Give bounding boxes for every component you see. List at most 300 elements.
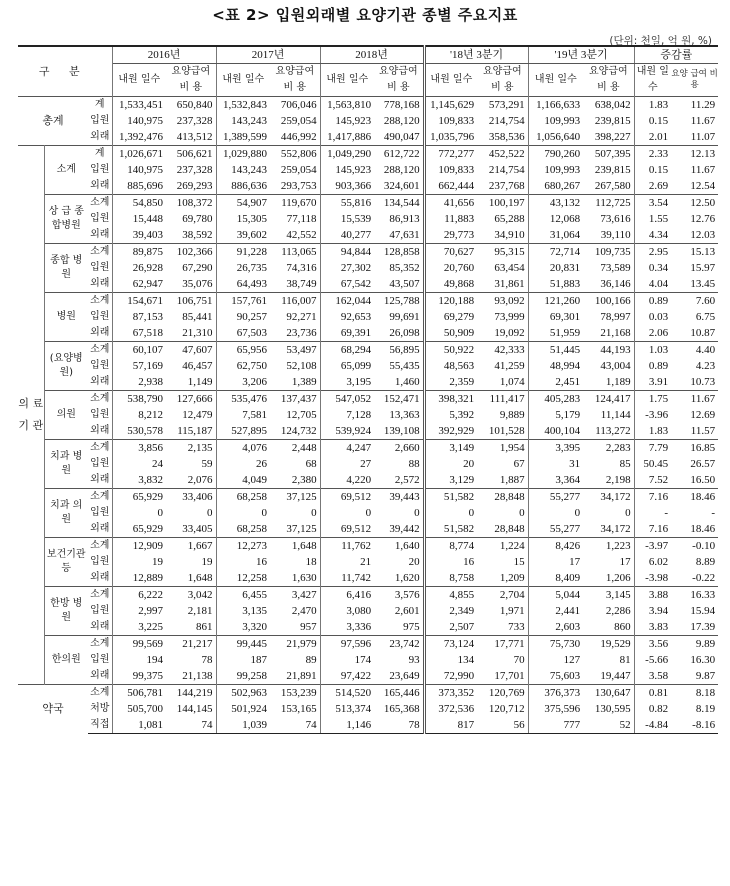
- table-cell: 392,929: [438, 425, 475, 437]
- table-cell: 42,552: [270, 227, 320, 244]
- table-cell: 140,975: [127, 164, 164, 176]
- row-subtype: 소계: [88, 685, 112, 702]
- table-cell: 3.88: [634, 587, 671, 604]
- table-cell: 17: [583, 554, 634, 570]
- table-row: [18, 260, 718, 276]
- table-row: [18, 423, 718, 440]
- table-cell: -: [664, 507, 669, 519]
- table-cell: 1,146: [320, 717, 374, 734]
- table-cell: 28,848: [477, 489, 528, 506]
- table-cell: 3.54: [634, 195, 671, 212]
- row-subtype: 외래: [88, 374, 112, 391]
- row-subtype: 계: [88, 146, 112, 163]
- table-cell: 21,138: [166, 668, 216, 685]
- table-row: [18, 570, 718, 587]
- table-cell: 15,539: [340, 213, 372, 225]
- table-cell: 89,875: [112, 244, 166, 261]
- table-cell: 111,417: [477, 391, 528, 408]
- row-subtype: 입원: [88, 211, 112, 227]
- table-cell: 662,444: [438, 180, 475, 192]
- table-cell: 37,125: [270, 521, 320, 538]
- table-cell: 137,437: [270, 391, 320, 408]
- table-cell: 6.75: [695, 311, 716, 323]
- table-cell: 68: [270, 456, 320, 472]
- table-cell: 39,602: [236, 229, 268, 241]
- table-cell: 6,455: [216, 587, 270, 604]
- table-cell: 55,816: [320, 195, 374, 212]
- table-cell: 113,065: [270, 244, 320, 261]
- table-cell: 506,781: [112, 685, 166, 702]
- table-cell: 65,929: [132, 523, 164, 535]
- table-cell: 2,076: [166, 472, 216, 489]
- table-cell: 50,922: [424, 342, 477, 359]
- table-cell: 165,368: [374, 701, 424, 717]
- header-period: 증감률: [634, 46, 718, 64]
- table-cell: 43,004: [583, 358, 634, 374]
- table-cell: 145,923: [335, 115, 372, 127]
- table-cell: 10.73: [690, 376, 716, 388]
- table-cell: 2,660: [374, 440, 424, 457]
- table-cell: 2,359: [449, 376, 475, 388]
- row-subtype: 소계: [88, 440, 112, 457]
- table-cell: 34,172: [583, 489, 634, 506]
- header-days: 내원 일수: [118, 74, 161, 85]
- table-cell: 31,861: [477, 276, 528, 293]
- row-subtype: 외래: [88, 423, 112, 440]
- table-row: [18, 554, 718, 570]
- row-subtype: 입원: [88, 162, 112, 178]
- table-row: [18, 358, 718, 374]
- table-cell: 130,647: [583, 685, 634, 702]
- table-cell: 42,333: [477, 342, 528, 359]
- row-subtype: 소계: [88, 391, 112, 408]
- table-cell: 8,409: [555, 572, 581, 584]
- table-cell: 1,667: [166, 538, 216, 555]
- table-cell: 65,956: [216, 342, 270, 359]
- table-cell: 24: [152, 458, 164, 470]
- row-subtype: 외래: [88, 276, 112, 293]
- table-cell: 75,603: [549, 670, 581, 682]
- table-cell: 13.45: [690, 278, 716, 290]
- table-cell: 165,446: [374, 685, 424, 702]
- table-cell: 267,580: [583, 178, 634, 195]
- table-cell: -5.66: [645, 654, 669, 666]
- table-cell: 92,653: [340, 311, 372, 323]
- table-cell: 12.03: [690, 229, 716, 241]
- table-cell: 70,627: [424, 244, 477, 261]
- table-cell: 100,166: [583, 293, 634, 310]
- table-cell: 74: [166, 717, 216, 734]
- table-cell: 8.18: [671, 685, 718, 702]
- table-cell: 6.02: [648, 556, 669, 568]
- table-cell: 237,328: [166, 113, 216, 129]
- table-cell: 85: [583, 456, 634, 472]
- table-cell: 259,054: [270, 113, 320, 129]
- group-label: 소계: [44, 146, 88, 195]
- row-subtype: 입원: [88, 309, 112, 325]
- table-cell: 0: [365, 507, 372, 519]
- table-cell: 18.46: [671, 489, 718, 506]
- table-cell: 17,701: [477, 668, 528, 685]
- row-subtype: 소계: [88, 244, 112, 261]
- header-period: 2017년: [216, 46, 320, 64]
- table-cell: 93,092: [477, 293, 528, 310]
- table-cell: 2.33: [634, 146, 671, 163]
- table-row: [18, 668, 718, 685]
- table-cell: 121,260: [528, 293, 583, 310]
- table-cell: 120,188: [424, 293, 477, 310]
- table-cell: 74: [270, 717, 320, 734]
- table-row: [18, 276, 718, 293]
- table-cell: 5,179: [555, 409, 581, 421]
- table-cell: 62,947: [132, 278, 164, 290]
- table-row: [18, 603, 718, 619]
- table-cell: 75,730: [528, 636, 583, 653]
- table-cell: 65,099: [340, 360, 372, 372]
- table-cell: 73,589: [583, 260, 634, 276]
- table-cell: 16.33: [671, 587, 718, 604]
- table-cell: 29,773: [443, 229, 475, 241]
- table-cell: 12,705: [270, 407, 320, 423]
- table-cell: 127: [563, 654, 581, 666]
- table-cell: 2,704: [477, 587, 528, 604]
- table-cell: 95,315: [477, 244, 528, 261]
- table-cell: 0.15: [648, 164, 669, 176]
- table-cell: 706,046: [270, 97, 320, 114]
- table-cell: 152,471: [374, 391, 424, 408]
- table-cell: 16.30: [690, 654, 716, 666]
- table-cell: 1,081: [112, 717, 166, 734]
- table-cell: 77,118: [270, 211, 320, 227]
- row-subtype: 외래: [88, 472, 112, 489]
- table-cell: -3.98: [645, 572, 669, 584]
- table-cell: 73,616: [583, 211, 634, 227]
- table-cell: 12.69: [690, 409, 716, 421]
- table-cell: 259,054: [270, 162, 320, 178]
- table-cell: 650,840: [166, 97, 216, 114]
- group-label: 종합 병원: [44, 244, 88, 293]
- table-cell: 72,714: [528, 244, 583, 261]
- table-cell: 102,366: [166, 244, 216, 261]
- table-cell: 92,271: [270, 309, 320, 325]
- table-row: [18, 97, 718, 114]
- table-cell: 239,815: [583, 162, 634, 178]
- table-cell: 538,790: [112, 391, 166, 408]
- table-cell: 0.81: [634, 685, 671, 702]
- table-cell: 20,760: [443, 262, 475, 274]
- table-cell: 11.07: [690, 131, 716, 143]
- table-cell: 3.91: [648, 376, 669, 388]
- table-cell: 552,806: [270, 146, 320, 163]
- table-cell: 134: [457, 654, 475, 666]
- table-cell: 1,149: [166, 374, 216, 391]
- table-cell: 144,145: [166, 701, 216, 717]
- table-cell: 3,832: [138, 474, 164, 486]
- table-cell: 26,928: [132, 262, 164, 274]
- table-cell: 733: [477, 619, 528, 636]
- table-cell: 63,454: [477, 260, 528, 276]
- table-cell: -: [711, 507, 716, 519]
- table-cell: 43,132: [528, 195, 583, 212]
- table-cell: 15: [477, 554, 528, 570]
- table-cell: 1,648: [166, 570, 216, 587]
- table-row: [18, 325, 718, 342]
- table-cell: 51,582: [424, 489, 477, 506]
- table-cell: 3.94: [648, 605, 669, 617]
- table-cell: 12,479: [166, 407, 216, 423]
- table-cell: 12,068: [549, 213, 581, 225]
- row-subtype: 처방: [88, 701, 112, 717]
- table-cell: 7,128: [346, 409, 372, 421]
- table-cell: 6,222: [112, 587, 166, 604]
- header-days: 내원 일수: [326, 74, 369, 85]
- table-cell: 23,742: [374, 636, 424, 653]
- table-cell: 26,098: [374, 325, 424, 342]
- table-cell: 10.87: [690, 327, 716, 339]
- table-cell: 3.83: [648, 621, 669, 633]
- table-cell: 116,007: [270, 293, 320, 310]
- table-cell: 501,924: [231, 703, 268, 715]
- table-cell: 145,923: [335, 164, 372, 176]
- table-cell: 1.83: [648, 425, 669, 437]
- table-cell: 34,172: [583, 521, 634, 538]
- table-cell: 64,493: [236, 278, 268, 290]
- table-cell: 99,569: [112, 636, 166, 653]
- table-cell: 0.89: [634, 293, 671, 310]
- table-cell: 288,120: [374, 162, 424, 178]
- table-cell: 51,445: [528, 342, 583, 359]
- table-cell: 67,542: [340, 278, 372, 290]
- table-cell: 70: [477, 652, 528, 668]
- table-cell: 28,848: [477, 521, 528, 538]
- table-cell: 790,260: [528, 146, 583, 163]
- row-subtype: 입원: [88, 554, 112, 570]
- table-cell: 51,582: [443, 523, 475, 535]
- table-cell: 27: [360, 458, 372, 470]
- table-cell: 93: [374, 652, 424, 668]
- table-cell: 20,831: [549, 262, 581, 274]
- row-subtype: 입원: [88, 113, 112, 129]
- table-cell: 7,581: [242, 409, 268, 421]
- table-cell: 59: [166, 456, 216, 472]
- table-cell: 69,512: [320, 489, 374, 506]
- table-row: [18, 521, 718, 538]
- table-cell: 39,403: [132, 229, 164, 241]
- table-cell: 1,389,599: [223, 131, 268, 143]
- table-cell: 3,149: [424, 440, 477, 457]
- table-row: [18, 440, 718, 457]
- table-cell: 100,197: [477, 195, 528, 212]
- table-cell: 8,774: [424, 538, 477, 555]
- table-cell: 41,259: [477, 358, 528, 374]
- table-cell: 16: [256, 556, 268, 568]
- table-cell: 4.23: [695, 360, 716, 372]
- table-cell: 860: [583, 619, 634, 636]
- table-cell: 2,603: [555, 621, 581, 633]
- table-cell: 33,405: [166, 521, 216, 538]
- table-cell: 446,992: [270, 129, 320, 146]
- table-cell: 109,735: [583, 244, 634, 261]
- table-cell: -0.22: [692, 572, 716, 584]
- row-subtype: 입원: [88, 407, 112, 423]
- table-cell: 7.52: [648, 474, 669, 486]
- table-cell: 19: [166, 554, 216, 570]
- table-cell: 53,497: [270, 342, 320, 359]
- table-cell: 2,451: [555, 376, 581, 388]
- row-subtype: 입원: [88, 603, 112, 619]
- table-cell: 120,712: [477, 701, 528, 717]
- table-cell: 3,336: [346, 621, 372, 633]
- table-cell: 43,507: [374, 276, 424, 293]
- table-cell: 1,971: [477, 603, 528, 619]
- table-cell: 55,277: [549, 523, 581, 535]
- table-cell: -3.97: [634, 538, 671, 555]
- table-cell: -3.96: [645, 409, 669, 421]
- table-cell: 4,220: [346, 474, 372, 486]
- header-period: 2018년: [320, 46, 424, 64]
- header-cost: 요양급여 비 용: [374, 64, 424, 97]
- table-cell: 55,277: [528, 489, 583, 506]
- table-cell: 452,522: [477, 146, 528, 163]
- table-cell: 3,364: [555, 474, 581, 486]
- table-cell: 1,166,633: [528, 97, 583, 114]
- table-cell: 67,503: [236, 327, 268, 339]
- table-cell: 0: [574, 507, 581, 519]
- table-cell: 2,198: [583, 472, 634, 489]
- table-cell: 17,771: [477, 636, 528, 653]
- table-cell: 73,124: [424, 636, 477, 653]
- table-cell: 2,470: [270, 603, 320, 619]
- table-cell: 78: [374, 717, 424, 734]
- table-cell: 47,631: [374, 227, 424, 244]
- table-cell: 109,993: [544, 115, 581, 127]
- table-cell: 31,064: [549, 229, 581, 241]
- table-cell: 3,225: [138, 621, 164, 633]
- table-cell: 375,596: [544, 703, 581, 715]
- table-cell: 60,107: [112, 342, 166, 359]
- table-row: [18, 456, 718, 472]
- table-cell: 36,146: [583, 276, 634, 293]
- table-cell: 214,754: [477, 113, 528, 129]
- table-cell: 1,049,290: [320, 146, 374, 163]
- table-cell: 86,913: [374, 211, 424, 227]
- table-cell: 99,375: [132, 670, 164, 682]
- table-cell: 34,910: [477, 227, 528, 244]
- table-cell: 21,310: [166, 325, 216, 342]
- table-cell: 2,997: [138, 605, 164, 617]
- table-cell: 1,620: [374, 570, 424, 587]
- table-cell: 91,228: [216, 244, 270, 261]
- table-cell: 2.06: [648, 327, 669, 339]
- table-cell: 885,696: [127, 180, 164, 192]
- table-cell: 69,512: [340, 523, 372, 535]
- table-cell: 19,529: [583, 636, 634, 653]
- table-cell: 11.67: [671, 391, 718, 408]
- table-cell: 23,736: [270, 325, 320, 342]
- table-cell: 1.03: [634, 342, 671, 359]
- table-cell: 23,649: [374, 668, 424, 685]
- table-cell: 33,406: [166, 489, 216, 506]
- table-cell: 237,768: [477, 178, 528, 195]
- table-cell: 140,975: [127, 115, 164, 127]
- header-period: '18년 3분기: [424, 46, 528, 64]
- table-cell: 11,883: [444, 213, 475, 225]
- table-cell: 0: [270, 505, 320, 521]
- table-cell: 51,883: [549, 278, 581, 290]
- table-cell: 3,576: [374, 587, 424, 604]
- table-cell: 2,135: [166, 440, 216, 457]
- table-cell: 12,909: [112, 538, 166, 555]
- table-cell: 72,990: [443, 670, 475, 682]
- table-cell: 1.55: [648, 213, 669, 225]
- table-row: [18, 374, 718, 391]
- table-cell: 3.56: [634, 636, 671, 653]
- table-cell: 2,441: [555, 605, 581, 617]
- table-cell: 2,938: [138, 376, 164, 388]
- table-cell: 69,301: [549, 311, 581, 323]
- table-row: [18, 146, 718, 163]
- table-cell: 1,392,476: [119, 131, 164, 143]
- table-cell: 4,049: [242, 474, 268, 486]
- table-row: [18, 293, 718, 310]
- table-cell: 288,120: [374, 113, 424, 129]
- table-cell: 5,392: [449, 409, 475, 421]
- table-cell: 87,153: [132, 311, 164, 323]
- table-cell: 7.60: [671, 293, 718, 310]
- table-cell: 20: [374, 554, 424, 570]
- table-cell: 2.01: [648, 131, 669, 143]
- table-cell: 26,735: [236, 262, 268, 274]
- row-subtype: 소계: [88, 587, 112, 604]
- table-cell: 3,145: [583, 587, 634, 604]
- table-cell: 535,476: [216, 391, 270, 408]
- table-cell: 106,751: [166, 293, 216, 310]
- table-cell: 74,316: [270, 260, 320, 276]
- table-cell: 89: [270, 652, 320, 668]
- table-cell: 2.95: [634, 244, 671, 261]
- table-cell: 94,844: [320, 244, 374, 261]
- group-label: 병원: [44, 293, 88, 342]
- table-cell: 3,206: [242, 376, 268, 388]
- table-cell: 2.69: [648, 180, 669, 192]
- table-cell: 12,273: [216, 538, 270, 555]
- table-cell: 5,044: [528, 587, 583, 604]
- table-cell: 324,601: [374, 178, 424, 195]
- table-cell: 975: [374, 619, 424, 636]
- table-cell: 11,742: [341, 572, 372, 584]
- row-subtype: 소계: [88, 195, 112, 212]
- row-subtype: 입원: [88, 652, 112, 668]
- table-cell: 505,700: [127, 703, 164, 715]
- table-cell: 514,520: [320, 685, 374, 702]
- table-cell: 12.76: [690, 213, 716, 225]
- table-cell: 143,243: [231, 115, 268, 127]
- table-cell: 124,732: [270, 423, 320, 440]
- header-cost: 요양급여 비 용: [166, 64, 216, 97]
- table-cell: 9.89: [671, 636, 718, 653]
- table-cell: 4,855: [424, 587, 477, 604]
- table-cell: 1,029,880: [216, 146, 270, 163]
- table-cell: 52: [583, 717, 634, 734]
- group-label: (요양병원): [44, 342, 88, 391]
- table-cell: 21,168: [583, 325, 634, 342]
- table-cell: 612,722: [374, 146, 424, 163]
- table-cell: 56: [477, 717, 528, 734]
- table-cell: 143,243: [231, 164, 268, 176]
- table-cell: 8.89: [695, 556, 716, 568]
- table-cell: -0.10: [671, 538, 718, 555]
- header-period: 2016년: [112, 46, 216, 64]
